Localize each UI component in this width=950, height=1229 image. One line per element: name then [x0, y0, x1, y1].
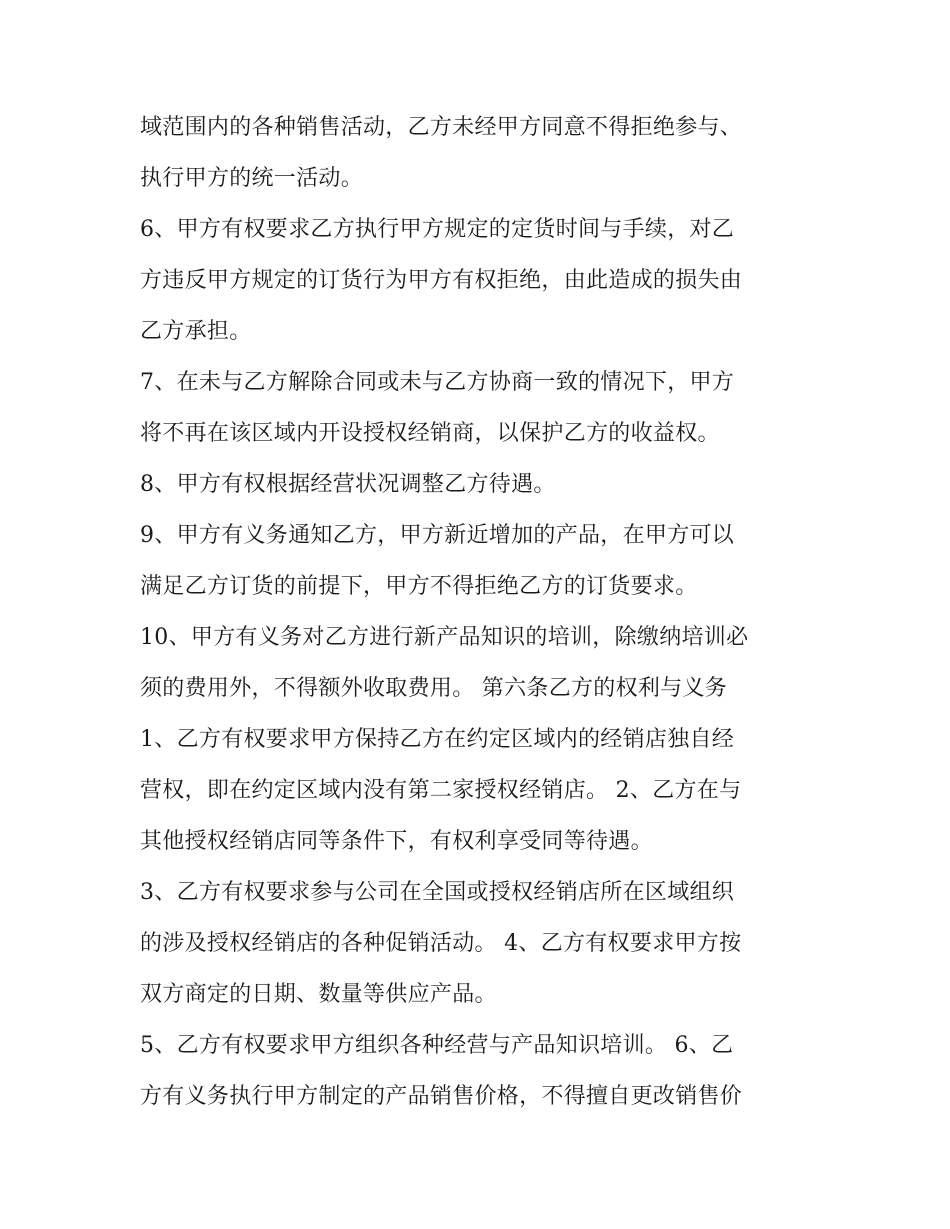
document-body: [140, 102, 820, 1122]
text-line: 3、乙方有权要求参与公司在全国或授权经销店所在区域组织: [140, 880, 735, 905]
text-line: 1、乙方有权要求甲方保持乙方在约定区域内的经销店独自经: [140, 727, 735, 752]
text-line: 将不再在该区域内开设授权经销商，以保护乙方的收益权。: [140, 421, 720, 446]
text-line: 执行甲方的统一活动。: [140, 166, 364, 191]
text-line: 7、在未与乙方解除合同或未与乙方协商一致的情况下，甲方: [140, 370, 735, 395]
text-line: 乙方承担。: [140, 319, 252, 344]
text-line: 双方商定的日期、数量等供应产品。: [140, 982, 497, 1007]
text-line: 域范围内的各种销售活动，乙方未经甲方同意不得拒绝参与、: [140, 115, 743, 140]
text-line: 满足乙方订货的前提下，甲方不得拒绝乙方的订货要求。: [140, 574, 698, 599]
text-line: 其他授权经销店同等条件下，有权利享受同等待遇。: [140, 829, 653, 854]
text-line: 8、甲方有权根据经营状况调整乙方待遇。: [140, 472, 556, 497]
text-line: 营权，即在约定区域内没有第二家授权经销店。 2、乙方在与: [140, 778, 742, 803]
text-line: 方有义务执行甲方制定的产品销售价格，不得擅自更改销售价: [140, 1084, 743, 1109]
text-line: 9、甲方有义务通知乙方，甲方新近增加的产品，在甲方可以: [140, 523, 735, 548]
text-line: 5、乙方有权要求甲方组织各种经营与产品知识培训。 6、乙: [140, 1033, 734, 1058]
text-line: 10、甲方有义务对乙方进行新产品知识的培训，除缴纳培训必: [140, 625, 749, 650]
text-line: 方违反甲方规定的订货行为甲方有权拒绝，由此造成的损失由: [140, 268, 743, 293]
text-line: 6、甲方有权要求乙方执行甲方规定的定货时间与手续，对乙: [140, 217, 735, 242]
text-line: 的涉及授权经销店的各种促销活动。 4、乙方有权要求甲方按: [140, 931, 742, 956]
text-line: 须的费用外，不得额外收取费用。 第六条乙方的权利与义务: [140, 676, 728, 701]
